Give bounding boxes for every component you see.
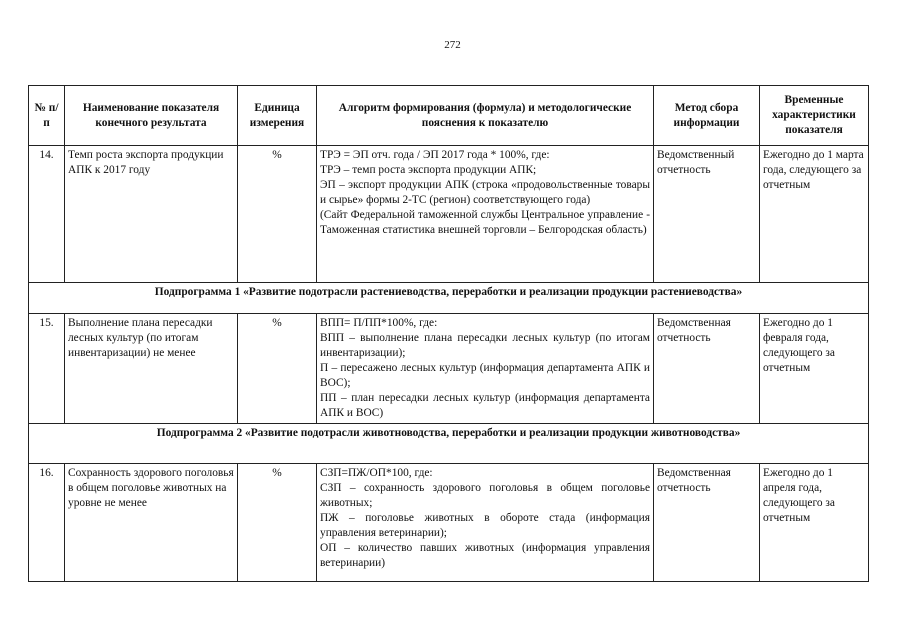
row-name: Выполнение плана пересадки лесных культур (по итогам инвентаризации) не менее [65, 314, 238, 424]
algorithm-line: ВПП – выполнение плана пересадки лесных культур (по итогам инвентаризации); [320, 332, 650, 359]
algorithm-line: ТРЭ = ЭП отч. года / ЭП 2017 года * 100%, где: [320, 149, 550, 161]
row-algorithm [317, 314, 654, 424]
row-algorithm [317, 464, 654, 582]
subprogram-row [29, 424, 869, 464]
algorithm-line: ПП – план пересадки лесных культур (информация департамента АПК и ВОС) [320, 392, 650, 419]
algorithm-line: ВПП= П/ПП*100%, где: [320, 317, 438, 329]
header-num: № п/п [29, 86, 65, 146]
row-unit: % [238, 314, 317, 424]
algorithm-line: СЗП=ПЖ/ОП*100, где: [320, 467, 433, 479]
row-timing: Ежегодно до 1 февраля года, следующего за отчетным [760, 314, 869, 424]
algorithm-line: ПЖ – поголовье животных в обороте стада (информация управления ветеринарии); [320, 512, 650, 539]
row-timing: Ежегодно до 1 марта года, следующего за отчетным [760, 146, 869, 283]
row-unit: % [238, 464, 317, 582]
table-row [29, 146, 869, 283]
algorithm-line: ОП – количество павших животных (информация управления ветеринарии) [320, 542, 650, 569]
subprogram-2-title: Подпрограмма 2 «Развитие подотрасли животноводства, переработки и реализации продукции животноводства» [29, 424, 869, 464]
algorithm-line: ЭП – экспорт продукции АПК (строка «продовольственные товары и сырье» формы 2-ТС (регион) соответствующего года) [320, 179, 650, 206]
row-name: Сохранность здорового поголовья в общем поголовье животных на уровне не менее [65, 464, 238, 582]
table-header-row [29, 86, 869, 146]
header-unit: Единица измерения [238, 86, 317, 146]
row-method: Ведомственная отчетность [654, 464, 760, 582]
row-num: 16. [29, 464, 65, 582]
row-algorithm [317, 146, 654, 283]
subprogram-row [29, 283, 869, 314]
algorithm-line: (Сайт Федеральной таможенной службы Центральное управление - Таможенная статистика внешней торговли – Белгородская область) [320, 209, 650, 236]
algorithm-line: ТРЭ – темп роста экспорта продукции АПК; [320, 164, 537, 176]
subprogram-1-title: Подпрограмма 1 «Развитие подотрасли растениеводства, переработки и реализации продукции растениеводства» [29, 283, 869, 314]
header-timing: Временные характеристики показателя [760, 86, 869, 146]
row-name: Темп роста экспорта продукции АПК к 2017 году [65, 146, 238, 283]
row-timing: Ежегодно до 1 апреля года, следующего за отчетным [760, 464, 869, 582]
row-num: 15. [29, 314, 65, 424]
row-method: Ведомственная отчетность [654, 314, 760, 424]
header-name: Наименование показателя конечного результата [65, 86, 238, 146]
row-num: 14. [29, 146, 65, 283]
table-row [29, 464, 869, 582]
page-number: 272 [444, 39, 461, 51]
header-algorithm: Алгоритм формирования (формула) и методологические пояснения к показателю [317, 86, 654, 146]
table-row [29, 314, 869, 424]
algorithm-line: СЗП – сохранность здорового поголовья в общем поголовье животных; [320, 482, 650, 509]
indicators-table [28, 85, 869, 582]
header-method: Метод сбора информации [654, 86, 760, 146]
algorithm-line: П – пересажено лесных культур (информация департамента АПК и ВОС); [320, 362, 650, 389]
row-unit: % [238, 146, 317, 283]
row-method: Ведомственный отчетность [654, 146, 760, 283]
